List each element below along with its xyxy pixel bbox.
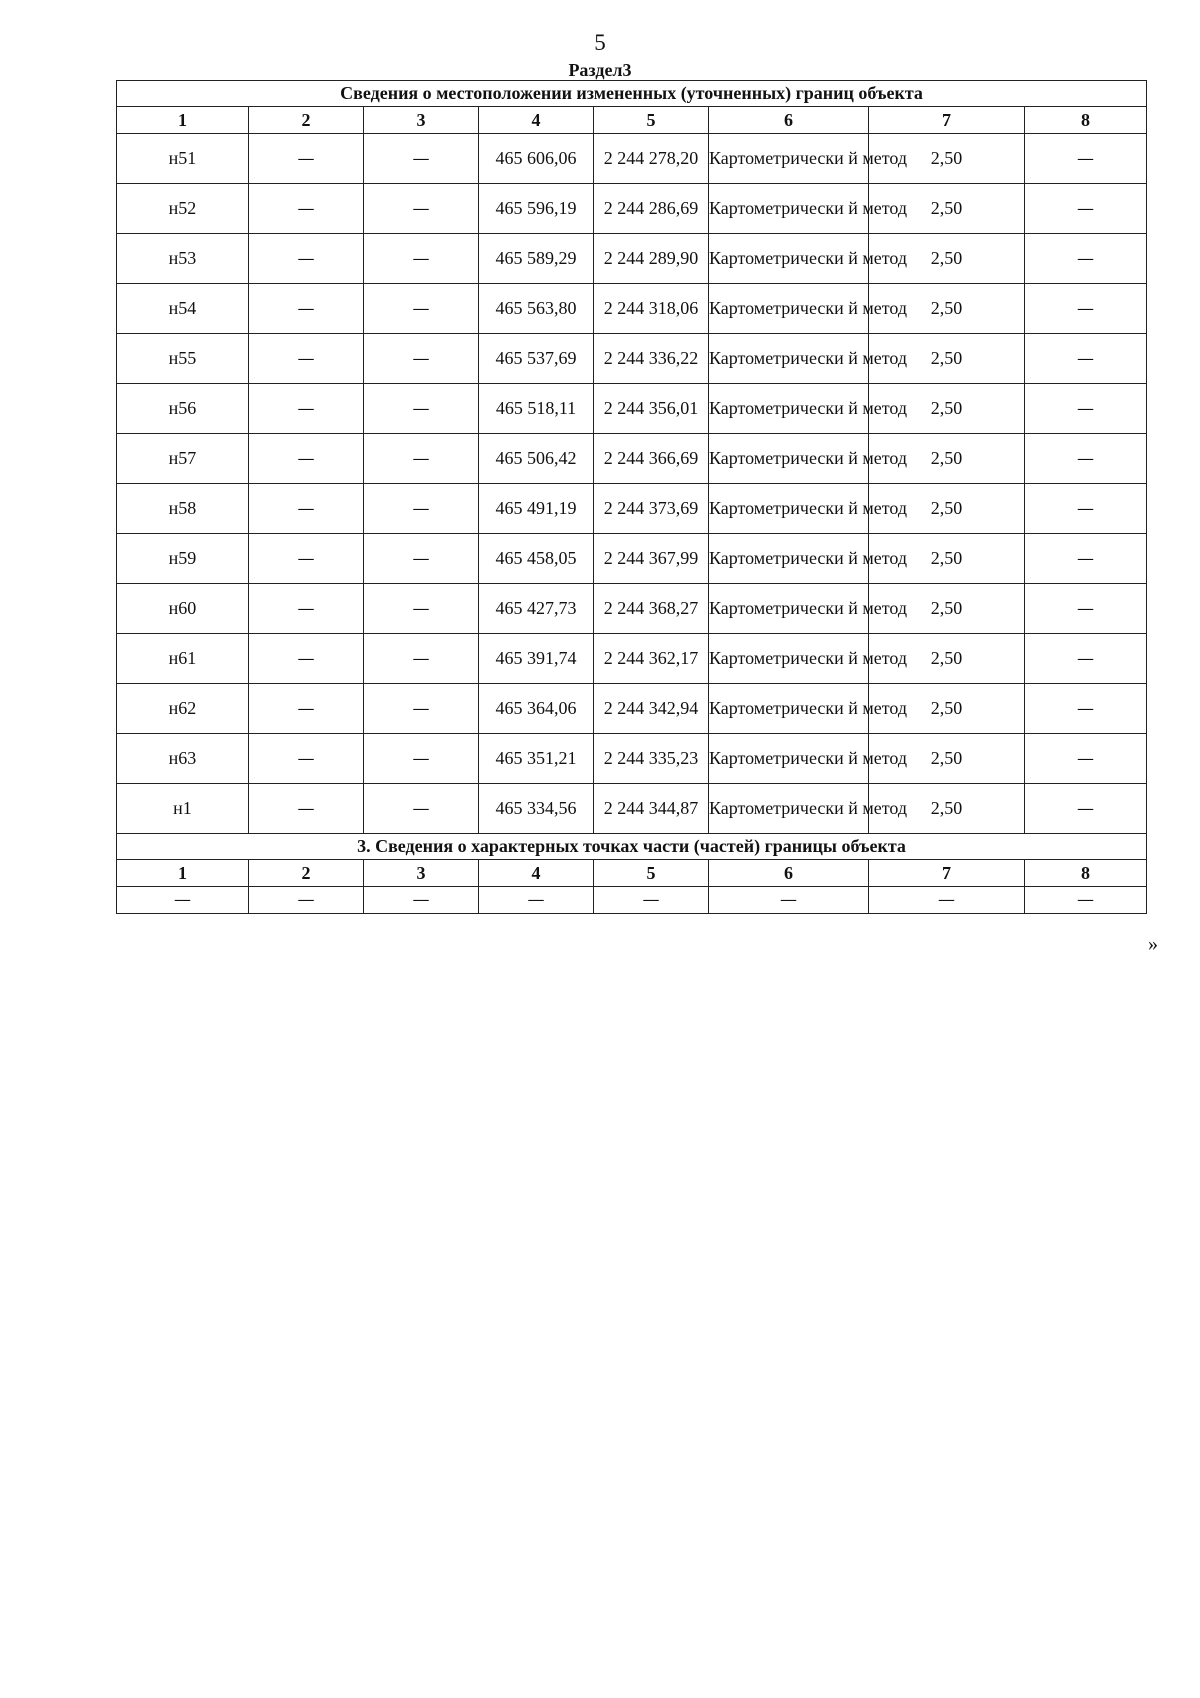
x-coordinate-cell: 465 458,05: [479, 534, 594, 584]
table-row: [117, 584, 1147, 634]
dash-cell: —: [249, 334, 364, 384]
table-header-row: [117, 107, 1147, 134]
accuracy-cell: 2,50: [869, 734, 1025, 784]
page-number: 5: [594, 30, 606, 55]
method-cell: Картометрически й метод: [709, 784, 869, 834]
table-row: [117, 734, 1147, 784]
dash-cell: —: [364, 584, 479, 634]
column-header: 6: [709, 860, 869, 887]
column-header: 3: [364, 860, 479, 887]
x-coordinate-cell: 465 518,11: [479, 384, 594, 434]
table-row: [117, 384, 1147, 434]
dash-cell: —: [249, 484, 364, 534]
table-body: [117, 81, 1147, 914]
column-header: 1: [117, 107, 249, 134]
y-coordinate-cell: 2 244 362,17: [594, 634, 709, 684]
x-coordinate-cell: 465 563,80: [479, 284, 594, 334]
dash-cell: —: [1025, 887, 1147, 914]
x-coordinate-cell: 465 334,56: [479, 784, 594, 834]
y-coordinate-cell: 2 244 373,69: [594, 484, 709, 534]
dash-cell: —: [1025, 534, 1147, 584]
dash-cell: —: [479, 887, 594, 914]
section3-title: 3. Сведения о характерных точках части (частей) границы объекта: [117, 834, 1147, 860]
dash-cell: —: [249, 134, 364, 184]
point-id-cell: н59: [117, 534, 249, 584]
dash-cell: —: [364, 234, 479, 284]
y-coordinate-cell: 2 244 367,99: [594, 534, 709, 584]
accuracy-cell: 2,50: [869, 134, 1025, 184]
y-coordinate-cell: 2 244 289,90: [594, 234, 709, 284]
section-heading: Раздел3: [568, 60, 632, 80]
point-id-cell: н57: [117, 434, 249, 484]
dash-cell: —: [1025, 184, 1147, 234]
table-row: [117, 284, 1147, 334]
method-cell: Картометрически й метод: [709, 634, 869, 684]
point-id-cell: н55: [117, 334, 249, 384]
dash-cell: —: [364, 684, 479, 734]
table-row: [117, 334, 1147, 384]
dash-cell: —: [364, 484, 479, 534]
dash-cell: —: [249, 384, 364, 434]
x-coordinate-cell: 465 351,21: [479, 734, 594, 784]
method-cell: Картометрически й метод: [709, 684, 869, 734]
point-id-cell: н1: [117, 784, 249, 834]
section3-empty-row: [117, 887, 1147, 914]
y-coordinate-cell: 2 244 278,20: [594, 134, 709, 184]
method-cell: Картометрически й метод: [709, 734, 869, 784]
method-cell: Картометрически й метод: [709, 184, 869, 234]
dash-cell: —: [249, 684, 364, 734]
dash-cell: —: [364, 534, 479, 584]
y-coordinate-cell: 2 244 342,94: [594, 684, 709, 734]
table-row: [117, 434, 1147, 484]
y-coordinate-cell: 2 244 368,27: [594, 584, 709, 634]
point-id-cell: н61: [117, 634, 249, 684]
dash-cell: —: [249, 184, 364, 234]
dash-cell: —: [1025, 684, 1147, 734]
dash-cell: —: [364, 334, 479, 384]
accuracy-cell: 2,50: [869, 634, 1025, 684]
method-cell: Картометрически й метод: [709, 584, 869, 634]
column-header: 8: [1025, 860, 1147, 887]
dash-cell: —: [364, 384, 479, 434]
point-id-cell: н60: [117, 584, 249, 634]
column-header: 5: [594, 107, 709, 134]
y-coordinate-cell: 2 244 286,69: [594, 184, 709, 234]
dash-cell: —: [249, 584, 364, 634]
x-coordinate-cell: 465 491,19: [479, 484, 594, 534]
accuracy-cell: 2,50: [869, 434, 1025, 484]
dash-cell: —: [1025, 584, 1147, 634]
dash-cell: —: [1025, 234, 1147, 284]
dash-cell: —: [1025, 284, 1147, 334]
table-row: [117, 184, 1147, 234]
column-header: 1: [117, 860, 249, 887]
dash-cell: —: [249, 734, 364, 784]
table-row: [117, 784, 1147, 834]
column-header: 5: [594, 860, 709, 887]
column-header: 2: [249, 860, 364, 887]
method-cell: Картометрически й метод: [709, 534, 869, 584]
dash-cell: —: [364, 184, 479, 234]
dash-cell: —: [249, 434, 364, 484]
x-coordinate-cell: 465 364,06: [479, 684, 594, 734]
point-id-cell: н58: [117, 484, 249, 534]
dash-cell: —: [1025, 734, 1147, 784]
x-coordinate-cell: 465 537,69: [479, 334, 594, 384]
method-cell: Картометрически й метод: [709, 284, 869, 334]
x-coordinate-cell: 465 427,73: [479, 584, 594, 634]
table-row: [117, 684, 1147, 734]
accuracy-cell: 2,50: [869, 684, 1025, 734]
dash-cell: —: [117, 887, 249, 914]
dash-cell: —: [364, 434, 479, 484]
table-row: [117, 484, 1147, 534]
dash-cell: —: [364, 634, 479, 684]
dash-cell: —: [594, 887, 709, 914]
y-coordinate-cell: 2 244 344,87: [594, 784, 709, 834]
dash-cell: —: [364, 284, 479, 334]
dash-cell: —: [1025, 134, 1147, 184]
dash-cell: —: [1025, 334, 1147, 384]
point-id-cell: н53: [117, 234, 249, 284]
accuracy-cell: 2,50: [869, 334, 1025, 384]
y-coordinate-cell: 2 244 366,69: [594, 434, 709, 484]
method-cell: Картометрически й метод: [709, 334, 869, 384]
y-coordinate-cell: 2 244 318,06: [594, 284, 709, 334]
accuracy-cell: 2,50: [869, 584, 1025, 634]
column-header: 6: [709, 107, 869, 134]
method-cell: Картометрически й метод: [709, 384, 869, 434]
table-title: Сведения о местоположении измененных (уточненных) границ объекта: [117, 81, 1147, 107]
accuracy-cell: 2,50: [869, 484, 1025, 534]
point-id-cell: н62: [117, 684, 249, 734]
dash-cell: —: [1025, 784, 1147, 834]
section3-title-row: [117, 834, 1147, 860]
dash-cell: —: [364, 734, 479, 784]
dash-cell: —: [249, 234, 364, 284]
dash-cell: —: [869, 887, 1025, 914]
x-coordinate-cell: 465 606,06: [479, 134, 594, 184]
table-row: [117, 134, 1147, 184]
dash-cell: —: [249, 634, 364, 684]
y-coordinate-cell: 2 244 336,22: [594, 334, 709, 384]
x-coordinate-cell: 465 596,19: [479, 184, 594, 234]
method-cell: Картометрически й метод: [709, 134, 869, 184]
dash-cell: —: [249, 534, 364, 584]
table-row: [117, 634, 1147, 684]
dash-cell: —: [1025, 384, 1147, 434]
dash-cell: —: [364, 134, 479, 184]
table-row: [117, 534, 1147, 584]
x-coordinate-cell: 465 391,74: [479, 634, 594, 684]
point-id-cell: н52: [117, 184, 249, 234]
point-id-cell: н56: [117, 384, 249, 434]
table-row: [117, 234, 1147, 284]
x-coordinate-cell: 465 506,42: [479, 434, 594, 484]
dash-cell: —: [1025, 434, 1147, 484]
method-cell: Картометрически й метод: [709, 234, 869, 284]
y-coordinate-cell: 2 244 356,01: [594, 384, 709, 434]
dash-cell: —: [709, 887, 869, 914]
column-header: 4: [479, 860, 594, 887]
accuracy-cell: 2,50: [869, 384, 1025, 434]
boundary-table: [116, 80, 1147, 914]
accuracy-cell: 2,50: [869, 184, 1025, 234]
column-header: 4: [479, 107, 594, 134]
table-title-row: [117, 81, 1147, 107]
column-header: 3: [364, 107, 479, 134]
column-header: 7: [869, 860, 1025, 887]
point-id-cell: н63: [117, 734, 249, 784]
point-id-cell: н54: [117, 284, 249, 334]
dash-cell: —: [364, 887, 479, 914]
accuracy-cell: 2,50: [869, 534, 1025, 584]
section3-header-row: [117, 860, 1147, 887]
column-header: 7: [869, 107, 1025, 134]
accuracy-cell: 2,50: [869, 234, 1025, 284]
accuracy-cell: 2,50: [869, 284, 1025, 334]
dash-cell: —: [249, 284, 364, 334]
dash-cell: —: [249, 784, 364, 834]
x-coordinate-cell: 465 589,29: [479, 234, 594, 284]
accuracy-cell: 2,50: [869, 784, 1025, 834]
dash-cell: —: [1025, 484, 1147, 534]
dash-cell: —: [249, 887, 364, 914]
method-cell: Картометрически й метод: [709, 484, 869, 534]
dash-cell: —: [1025, 634, 1147, 684]
column-header: 2: [249, 107, 364, 134]
y-coordinate-cell: 2 244 335,23: [594, 734, 709, 784]
point-id-cell: н51: [117, 134, 249, 184]
column-header: 8: [1025, 107, 1147, 134]
method-cell: Картометрически й метод: [709, 434, 869, 484]
closing-quote: »: [1148, 933, 1158, 955]
dash-cell: —: [364, 784, 479, 834]
